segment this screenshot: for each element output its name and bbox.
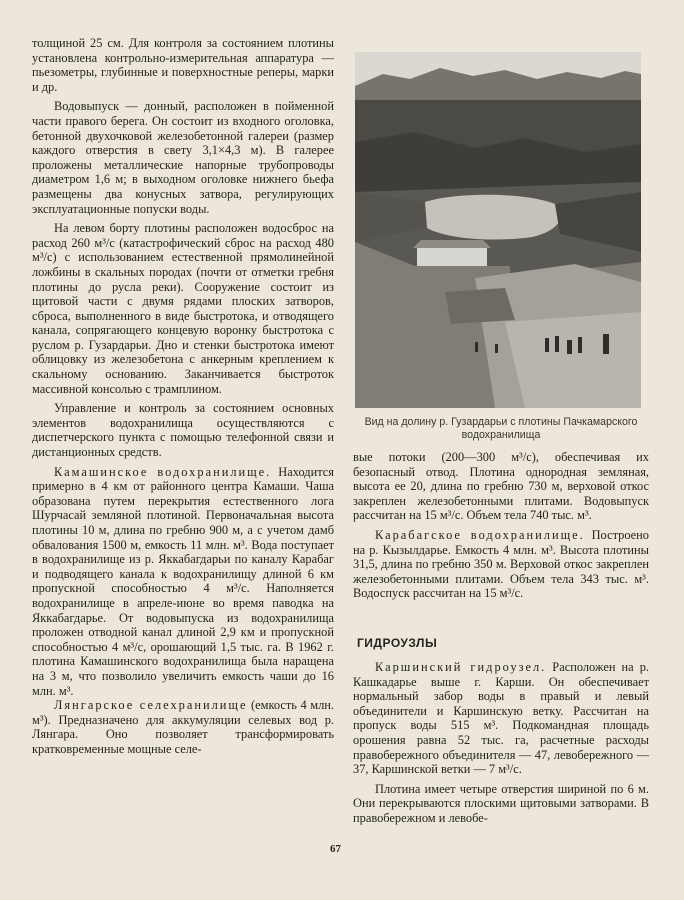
lyangar-text: (емкость 4 млн. м³). Предназначено для аккумуляции селевых вод р. Лянгара. Оно позволяет трансформировать кратковременные мощные селе-	[32, 698, 334, 756]
photo-caption: Вид на долину р. Гузардарьи с плотины Пачкамарского водохранилища	[364, 416, 638, 441]
kamashi-title: Камашинское водохранилище.	[54, 464, 272, 479]
right-column-top	[353, 450, 649, 601]
lyangar-title: Лянгарское селехранилище	[54, 698, 248, 713]
section-heading-hydronodes: ГИДРОУЗЛЫ	[357, 636, 438, 650]
left-column	[32, 36, 334, 757]
karabag-title: Карабагское водохранилище.	[375, 527, 585, 542]
paragraph-control: Управление и контроль за состоянием основных элементов водохранилища осуществляются с диспетчерского пункта с помощью телефонной связи и дистанционных средств.	[32, 401, 334, 460]
page-number: 67	[330, 843, 341, 855]
paragraph-dam-monitoring: толщиной 25 см. Для контроля за состоянием плотины установлена контрольно-измерительная аппаратура — пьезометры, глубинные и поверхностные реперы, марки и др.	[32, 36, 334, 94]
valley-photo	[355, 52, 641, 408]
right-column-bottom	[353, 660, 649, 826]
paragraph-spillway: На левом борту плотины расположен водосброс на расход 260 м³/с (катастрофический сброс на расход 480 м³/с) с использованием естественной прямолинейной ложбины в скальных породах (почти от отметки гребня плотины до русла реки). Сооружение состоит из щитовой части с двумя рядами плоских затворов, сброса, выполненного в виде быстротока, и отводящего канала, сопрягающего концевую воронку быстротока с руслом р. Гузардарьи. Дно и стенки быстротока имеют облицовку из железобетона с анкерным креплением к скальному основанию. Заканчивается быстроток массивной консолью с трамплином.	[32, 221, 334, 396]
karshi-text: Расположен на р. Кашкадарье выше г. Карши. Он обеспечивает нормальный забор воды в правый и левый объединители и Каршинскую ветку. Рассчитан на пропуск воды 515 м³. Подкомандная площадь орошения равна 52 тыс. га, расчетные расходы правобережного объединителя — 47, левобережного — 37, Каршинской ветки — 7 м³/с.	[353, 660, 649, 777]
kamashi-text: Находится примерно в 4 км от районного центра Камаши. Чаша образована путем перекрытия естественного лога Шурчасай земляной плотиной. Первоначальная высота плотины 10 м, длина по гребню 900 м, а с учетом дамб обвалования 1500 м, емкость 11 млн. м³. Вода поступает в водохранилище из р. Яккабагдарьи по каналу Карабаг и подводящего канала к водохранилищу длиной 6 км пропускной способностью 4 м³/с. Наполняется водохранилище в апреле-июне во время паводка на Яккабагдарье. От водовыпуска из водохранилища проложен отводной канал длиной 2,9 км и пропускной способностью 4 м³/с, орошающий 1,5 тыс. га. В 1962 г. плотина Камашинского водохранилища была наращена на 3 м, что позволило увеличить емкость чаши до 16 млн. м³.	[32, 464, 334, 698]
valley-photo-drawing	[355, 52, 641, 408]
paragraph-karshi	[353, 660, 649, 777]
karabag-text: Построено на р. Кызылдарье. Емкость 4 млн. м³. Высота плотины 31,5, длина по гребню 350 м. Верховой откос закреплен железобетонными плитами. Объем тела 343 тыс. м³. Водоспуск рассчитан на 15 м³/с.	[353, 527, 649, 601]
karshi-title: Каршинский гидроузел.	[375, 660, 547, 674]
paragraph-water-outlet: Водовыпуск — донный, расположен в пойменной части правого берега. Он состоит из входного оголовка, бетонной двухочковой железобетонной галереи (размер каждого отверстия в свету 3,1×4,3 м). В галерее проложены металлические напорные трубопроводы диаметром 1,6 м; в выходном оголовке нижнего бьефа размещены два конусных затвора, регулирующих эксплуатационные попуски воды.	[32, 99, 334, 216]
paragraph-dam-openings: Плотина имеет четыре отверстия шириной по 6 м. Они перекрываются плоскими щитовыми затворами. В правобережном и левобе-	[353, 781, 649, 825]
paragraph-lyangar-continued: вые потоки (200—300 м³/с), обеспечивая их безопасный отвод. Плотина однородная земляная, высота ее 20, длина по гребню 730 м, верховой откос закреплен железобетонными плитами. Водовыпуск рассчитан на 15 м³/с. Объем тела 740 тыс. м³.	[353, 450, 649, 523]
paragraph-karabag	[353, 528, 649, 601]
paragraph-kamashi	[32, 465, 334, 699]
paragraph-lyangar	[32, 698, 334, 756]
